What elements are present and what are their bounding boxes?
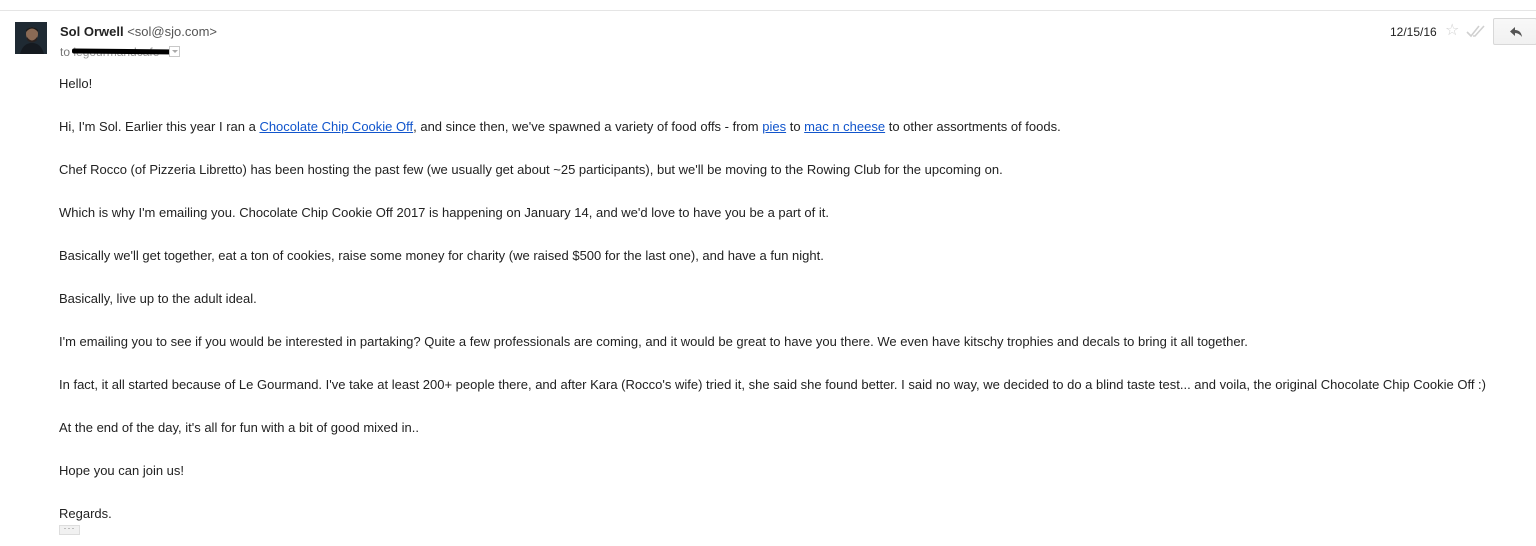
star-icon[interactable]: ☆ [1445, 22, 1460, 39]
header-divider [0, 10, 1536, 11]
sender-line [60, 24, 217, 39]
intro-text-2: , and since then, we've spawned a variety of food offs - from [413, 119, 763, 134]
paragraph-intro [59, 116, 1529, 137]
link-pies[interactable]: pies [762, 119, 787, 134]
greeting: Hello! [59, 76, 93, 91]
show-trimmed-content-button[interactable]: ··· [59, 525, 80, 535]
signoff: Regards. [59, 506, 112, 521]
paragraph-join-us: Hope you can join us! [59, 463, 185, 478]
sender-name[interactable]: Sol Orwell [60, 24, 124, 39]
email-body [59, 73, 1529, 546]
to-label: to [60, 45, 71, 59]
message-date: 12/15/16 [1390, 25, 1437, 39]
sender-avatar[interactable] [15, 22, 47, 54]
paragraph-why: Which is why I'm emailing you. Chocolate Chip Cookie Off 2017 is happening on January 14, and we'd love to have you be a part of it. [59, 205, 830, 220]
link-chocolate-chip-cookie-off[interactable]: Chocolate Chip Cookie Off [259, 119, 414, 134]
intro-text-3: to [786, 119, 805, 134]
paragraph-hosting: Chef Rocco (of Pizzeria Libretto) has been hosting the past few (we usually get about ~25 participants), but we'll be moving to the Rowing Club for the upcoming on. [59, 162, 1003, 177]
recipient-line [60, 45, 180, 59]
reply-button[interactable] [1493, 18, 1536, 45]
read-receipt-icon[interactable] [1466, 24, 1486, 38]
paragraph-origin: In fact, it all started because of Le Gourmand. I've take at least 200+ people there, and after Kara (Rocco's wife) tried it, she said she found better. I said no way, we decided to do a blind taste test... and voila, the original Chocolate Chip Cookie Off :) [59, 377, 1486, 392]
reply-icon [1509, 26, 1523, 38]
paragraph-basically: Basically we'll get together, eat a ton of cookies, raise some money for charity (we raised $500 for the last one), and have a fun night. [59, 248, 824, 263]
show-details-icon[interactable] [169, 46, 180, 57]
avatar-photo [15, 22, 47, 54]
intro-text-1: Hi, I'm Sol. Earlier this year I ran a [59, 119, 260, 134]
paragraph-partaking: I'm emailing you to see if you would be interested in partaking? Quite a few professionals are coming, and it would be great to have you there. We even have kitschy trophies and decals to bring it all together. [59, 334, 1248, 349]
intro-text-4: to other assortments of foods. [885, 119, 1061, 134]
paragraph-end-of-day: At the end of the day, it's all for fun with a bit of good mixed in.. [59, 420, 419, 435]
paragraph-adult-ideal: Basically, live up to the adult ideal. [59, 291, 257, 306]
sender-email: <sol@sjo.com> [127, 24, 217, 39]
link-mac-n-cheese[interactable]: mac n cheese [804, 119, 886, 134]
